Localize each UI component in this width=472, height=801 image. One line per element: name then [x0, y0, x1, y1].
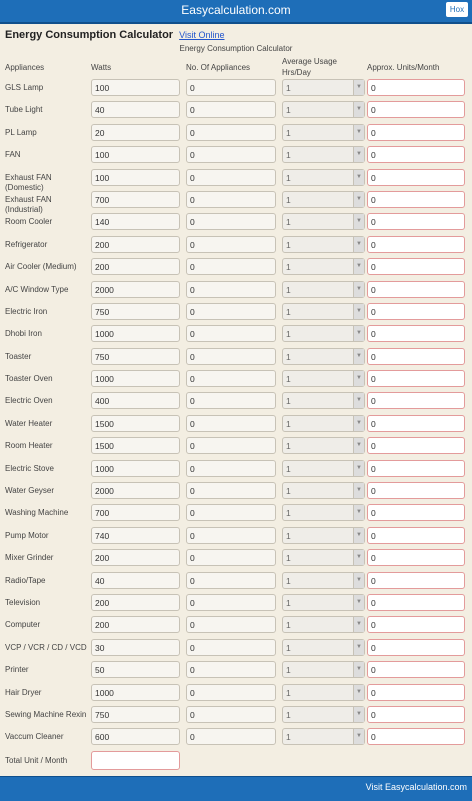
- watts-input[interactable]: 200: [91, 594, 180, 611]
- usage-hours-value: 1: [286, 575, 291, 586]
- table-row: [0, 503, 472, 525]
- watts-input[interactable]: 700: [91, 504, 180, 521]
- usage-hours-select[interactable]: [282, 101, 365, 118]
- usage-hours-value: 1: [286, 83, 291, 93]
- usage-hours-value: 1: [286, 396, 291, 407]
- appliance-name: VCP / VCR / CD / VCD: [5, 642, 87, 652]
- units-output-field[interactable]: 0: [367, 236, 465, 253]
- num-appliances-input[interactable]: 0: [186, 594, 276, 611]
- num-appliances-input[interactable]: 0: [186, 460, 276, 477]
- usage-hours-select[interactable]: [282, 504, 365, 521]
- usage-hours-select[interactable]: [282, 661, 365, 678]
- units-output-field[interactable]: 0: [367, 124, 465, 141]
- usage-hours-select[interactable]: [282, 482, 365, 499]
- footer-link[interactable]: Visit Easycalculation.com: [365, 782, 467, 792]
- usage-hours-select[interactable]: [282, 549, 365, 566]
- column-header-watts: Watts: [91, 63, 112, 72]
- chevron-down-icon[interactable]: ▼: [353, 662, 364, 677]
- appliance-table: [0, 78, 472, 750]
- units-output-field[interactable]: 0: [367, 281, 465, 298]
- total-label: Total Unit / Month: [5, 756, 68, 765]
- chevron-down-icon[interactable]: ▼: [353, 259, 364, 274]
- chevron-down-icon[interactable]: ▼: [353, 147, 364, 162]
- calculator-subtitle: Energy Consumption Calculator: [179, 44, 293, 53]
- watts-input[interactable]: 700: [91, 191, 180, 208]
- total-output-field[interactable]: [91, 751, 180, 770]
- units-output-field[interactable]: 0: [367, 482, 465, 499]
- chevron-down-icon[interactable]: ▼: [353, 304, 364, 319]
- units-output-field[interactable]: 0: [367, 527, 465, 544]
- column-header-appliances: Appliances: [5, 63, 45, 72]
- units-output-field[interactable]: 0: [367, 258, 465, 275]
- units-output-field[interactable]: 0: [367, 572, 465, 589]
- chevron-down-icon[interactable]: ▼: [353, 393, 364, 408]
- num-appliances-input[interactable]: 0: [186, 124, 276, 141]
- watts-input[interactable]: 30: [91, 639, 180, 656]
- num-appliances-input[interactable]: 0: [186, 370, 276, 387]
- chevron-down-icon[interactable]: ▼: [353, 685, 364, 700]
- appliance-name: Exhaust FAN (Industrial): [5, 194, 52, 214]
- usage-hours-value: 1: [286, 194, 291, 205]
- appliance-name: Refrigerator: [5, 239, 48, 249]
- num-appliances-input[interactable]: 0: [186, 169, 276, 186]
- usage-hours-value: 1: [286, 105, 291, 116]
- num-appliances-input[interactable]: 0: [186, 706, 276, 723]
- units-output-field[interactable]: 0: [367, 348, 465, 365]
- usage-hours-value: 1: [286, 217, 291, 228]
- usage-hours-select[interactable]: [282, 437, 365, 454]
- usage-hours-select[interactable]: [282, 79, 365, 96]
- units-output-field[interactable]: 0: [367, 79, 465, 96]
- table-row: [0, 526, 472, 548]
- usage-hours-value: 1: [286, 329, 291, 340]
- table-row: [0, 302, 472, 324]
- appliance-name: Exhaust FAN (Domestic): [5, 172, 52, 192]
- usage-hours-select[interactable]: [282, 392, 365, 409]
- appliance-name: A/C Window Type: [5, 284, 69, 294]
- usage-hours-select[interactable]: [282, 258, 365, 275]
- num-appliances-input[interactable]: 0: [186, 616, 276, 633]
- usage-hours-value: 1: [286, 441, 291, 452]
- usage-hours-value: 1: [286, 732, 291, 743]
- num-appliances-input[interactable]: 0: [186, 549, 276, 566]
- watts-input[interactable]: 2000: [91, 482, 180, 499]
- units-output-field[interactable]: 0: [367, 639, 465, 656]
- watts-input[interactable]: 1000: [91, 460, 180, 477]
- usage-hours-value: 1: [286, 172, 291, 183]
- table-row: [0, 615, 472, 637]
- column-header-usage: Average Usage Hrs/Day: [282, 57, 337, 77]
- usage-hours-select[interactable]: [282, 616, 365, 633]
- table-row: [0, 257, 472, 279]
- appliance-name: Washing Machine: [5, 508, 69, 518]
- chevron-down-icon[interactable]: ▼: [353, 371, 364, 386]
- units-output-field[interactable]: 0: [367, 213, 465, 230]
- appliance-name: GLS Lamp: [5, 83, 44, 92]
- units-output-field[interactable]: 0: [367, 706, 465, 723]
- table-row: [0, 235, 472, 257]
- watts-input[interactable]: 40: [91, 101, 180, 118]
- usage-hours-select[interactable]: [282, 370, 365, 387]
- watts-input[interactable]: 200: [91, 236, 180, 253]
- num-appliances-input[interactable]: 0: [186, 79, 276, 96]
- num-appliances-input[interactable]: 0: [186, 572, 276, 589]
- column-header-num-appliances: No. Of Appliances: [186, 63, 251, 72]
- usage-hours-value: 1: [286, 150, 291, 161]
- chevron-down-icon[interactable]: ▼: [353, 416, 364, 431]
- usage-hours-select[interactable]: [282, 639, 365, 656]
- watts-input[interactable]: 40: [91, 572, 180, 589]
- usage-hours-value: 1: [286, 351, 291, 362]
- units-output-field[interactable]: 0: [367, 146, 465, 163]
- usage-hours-value: 1: [286, 127, 291, 138]
- num-appliances-input[interactable]: 0: [186, 101, 276, 118]
- table-row: [0, 145, 472, 167]
- table-row: [0, 593, 472, 615]
- watts-input[interactable]: 750: [91, 303, 180, 320]
- num-appliances-input[interactable]: 0: [186, 213, 276, 230]
- usage-hours-select[interactable]: [282, 281, 365, 298]
- usage-hours-select[interactable]: [282, 706, 365, 723]
- units-output-field[interactable]: 0: [367, 616, 465, 633]
- num-appliances-input[interactable]: 0: [186, 639, 276, 656]
- chevron-down-icon[interactable]: ▼: [353, 505, 364, 520]
- appliance-name: Electric Stove: [5, 463, 54, 473]
- usage-hours-select[interactable]: [282, 348, 365, 365]
- usage-hours-select[interactable]: [282, 169, 365, 186]
- table-row: [0, 548, 472, 570]
- watts-input[interactable]: 750: [91, 348, 180, 365]
- units-output-field[interactable]: 0: [367, 191, 465, 208]
- usage-hours-value: 1: [286, 284, 291, 295]
- watts-input[interactable]: 200: [91, 258, 180, 275]
- num-appliances-input[interactable]: 0: [186, 392, 276, 409]
- visit-online-link[interactable]: Visit Online: [179, 30, 225, 40]
- units-output-field[interactable]: 0: [367, 549, 465, 566]
- home-button[interactable]: Hox: [446, 2, 468, 17]
- watts-input[interactable]: 600: [91, 728, 180, 745]
- units-output-field[interactable]: 0: [367, 370, 465, 387]
- watts-input[interactable]: 740: [91, 527, 180, 544]
- appliance-name: Dhobi Iron: [5, 329, 42, 339]
- chevron-down-icon[interactable]: ▼: [353, 483, 364, 498]
- chevron-down-icon[interactable]: ▼: [353, 349, 364, 364]
- num-appliances-input[interactable]: 0: [186, 348, 276, 365]
- num-appliances-input[interactable]: 0: [186, 437, 276, 454]
- usage-hours-select[interactable]: [282, 594, 365, 611]
- units-output-field[interactable]: 0: [367, 594, 465, 611]
- usage-hours-value: 1: [286, 709, 291, 720]
- usage-hours-value: 1: [286, 687, 291, 698]
- appliance-name: Pump Motor: [5, 530, 49, 540]
- units-output-field[interactable]: 0: [367, 504, 465, 521]
- footer-bar: [0, 776, 472, 801]
- table-row: [0, 683, 472, 705]
- table-row: [0, 347, 472, 369]
- chevron-down-icon[interactable]: ▼: [353, 528, 364, 543]
- watts-input[interactable]: 100: [91, 146, 180, 163]
- usage-hours-value: 1: [286, 553, 291, 564]
- chevron-down-icon[interactable]: ▼: [353, 170, 364, 185]
- appliance-name: Hair Dryer: [5, 687, 42, 697]
- appliance-name: Room Heater: [5, 441, 53, 451]
- units-output-field[interactable]: 0: [367, 684, 465, 701]
- units-output-field[interactable]: 0: [367, 303, 465, 320]
- num-appliances-input[interactable]: 0: [186, 504, 276, 521]
- chevron-down-icon[interactable]: ▼: [353, 595, 364, 610]
- table-row: [0, 436, 472, 458]
- watts-input[interactable]: 400: [91, 392, 180, 409]
- watts-input[interactable]: 1500: [91, 437, 180, 454]
- usage-hours-select[interactable]: [282, 191, 365, 208]
- usage-hours-select[interactable]: [282, 527, 365, 544]
- units-output-field[interactable]: 0: [367, 169, 465, 186]
- watts-input[interactable]: 140: [91, 213, 180, 230]
- units-output-field[interactable]: 0: [367, 101, 465, 118]
- usage-hours-value: 1: [286, 262, 291, 273]
- units-output-field[interactable]: 0: [367, 460, 465, 477]
- table-row: [0, 459, 472, 481]
- units-output-field[interactable]: 0: [367, 437, 465, 454]
- table-row: [0, 571, 472, 593]
- appliance-name: Room Cooler: [5, 217, 53, 227]
- appliance-name: Water Heater: [5, 418, 53, 428]
- appliance-name: Water Geyser: [5, 486, 55, 496]
- num-appliances-input[interactable]: 0: [186, 191, 276, 208]
- chevron-down-icon[interactable]: ▼: [353, 550, 364, 565]
- watts-input[interactable]: 1000: [91, 325, 180, 342]
- usage-hours-select[interactable]: [282, 684, 365, 701]
- chevron-down-icon[interactable]: ▼: [353, 617, 364, 632]
- usage-hours-value: 1: [286, 306, 291, 317]
- appliance-name: Air Cooler (Medium): [5, 262, 77, 272]
- chevron-down-icon[interactable]: ▼: [353, 326, 364, 341]
- appliance-name: Television: [5, 597, 41, 607]
- usage-hours-select[interactable]: [282, 303, 365, 320]
- table-row: [0, 324, 472, 346]
- usage-hours-value: 1: [286, 418, 291, 429]
- usage-hours-select[interactable]: [282, 325, 365, 342]
- watts-input[interactable]: 50: [91, 661, 180, 678]
- chevron-down-icon[interactable]: ▼: [353, 192, 364, 207]
- num-appliances-input[interactable]: 0: [186, 728, 276, 745]
- num-appliances-input[interactable]: 0: [186, 146, 276, 163]
- chevron-down-icon[interactable]: ▼: [353, 214, 364, 229]
- num-appliances-input[interactable]: 0: [186, 281, 276, 298]
- usage-hours-value: 1: [286, 508, 291, 519]
- usage-hours-select[interactable]: [282, 415, 365, 432]
- num-appliances-input[interactable]: 0: [186, 527, 276, 544]
- appliance-name: Printer: [5, 665, 29, 675]
- chevron-down-icon[interactable]: ▼: [353, 102, 364, 117]
- table-row: [0, 78, 472, 100]
- usage-hours-select[interactable]: [282, 124, 365, 141]
- appliance-name: Tube Light: [5, 105, 43, 115]
- column-header-units: Approx. Units/Month: [367, 63, 440, 72]
- page-title: [5, 29, 225, 41]
- appliance-name: Toaster Oven: [5, 374, 53, 384]
- appliance-name: Electric Iron: [5, 306, 48, 316]
- watts-input[interactable]: 1000: [91, 684, 180, 701]
- total-row: [0, 750, 472, 772]
- watts-input[interactable]: 1000: [91, 370, 180, 387]
- num-appliances-input[interactable]: 0: [186, 415, 276, 432]
- appliance-name: Sewing Machine Rexin: [5, 709, 87, 719]
- table-row: [0, 727, 472, 749]
- watts-input[interactable]: 200: [91, 616, 180, 633]
- watts-input[interactable]: 200: [91, 549, 180, 566]
- usage-hours-value: 1: [286, 463, 291, 474]
- num-appliances-input[interactable]: 0: [186, 303, 276, 320]
- table-row: [0, 369, 472, 391]
- appliance-name: FAN: [5, 150, 21, 160]
- num-appliances-input[interactable]: 0: [186, 482, 276, 499]
- usage-hours-value: 1: [286, 665, 291, 676]
- usage-hours-value: 1: [286, 597, 291, 608]
- chevron-down-icon[interactable]: ▼: [353, 125, 364, 140]
- units-output-field[interactable]: 0: [367, 415, 465, 432]
- usage-hours-select[interactable]: [282, 236, 365, 253]
- num-appliances-input[interactable]: 0: [186, 684, 276, 701]
- table-row: [0, 168, 472, 190]
- usage-hours-value: 1: [286, 620, 291, 631]
- usage-hours-select[interactable]: [282, 213, 365, 230]
- table-row: [0, 638, 472, 660]
- watts-input[interactable]: 1500: [91, 415, 180, 432]
- chevron-down-icon[interactable]: ▼: [353, 461, 364, 476]
- watts-input[interactable]: 100: [91, 79, 180, 96]
- chevron-down-icon[interactable]: ▼: [353, 237, 364, 252]
- table-row: [0, 123, 472, 145]
- appliance-name: Toaster: [5, 351, 32, 361]
- appliance-name: Radio/Tape: [5, 575, 46, 585]
- chevron-down-icon[interactable]: ▼: [353, 729, 364, 744]
- usage-hours-value: 1: [286, 642, 291, 653]
- chevron-down-icon[interactable]: ▼: [353, 80, 364, 95]
- table-row: [0, 391, 472, 413]
- usage-hours-value: 1: [286, 374, 291, 385]
- table-row: [0, 660, 472, 682]
- appliance-name: PL Lamp: [5, 127, 37, 137]
- num-appliances-input[interactable]: 0: [186, 325, 276, 342]
- usage-hours-value: 1: [286, 530, 291, 541]
- top-bar: [0, 0, 472, 24]
- chevron-down-icon[interactable]: ▼: [353, 573, 364, 588]
- chevron-down-icon[interactable]: ▼: [353, 640, 364, 655]
- table-row: [0, 100, 472, 122]
- num-appliances-input[interactable]: 0: [186, 258, 276, 275]
- units-output-field[interactable]: 0: [367, 325, 465, 342]
- table-row: [0, 212, 472, 234]
- usage-hours-select[interactable]: [282, 728, 365, 745]
- units-output-field[interactable]: 0: [367, 661, 465, 678]
- appliance-name: Vaccum Cleaner: [5, 732, 64, 742]
- table-row: [0, 280, 472, 302]
- units-output-field[interactable]: 0: [367, 728, 465, 745]
- table-row: [0, 414, 472, 436]
- appliance-name: Electric Oven: [5, 396, 53, 406]
- watts-input[interactable]: 2000: [91, 281, 180, 298]
- watts-input[interactable]: 100: [91, 169, 180, 186]
- page-title-text: Energy Consumption Calculator: [5, 29, 174, 41]
- chevron-down-icon[interactable]: ▼: [353, 438, 364, 453]
- usage-hours-select[interactable]: [282, 572, 365, 589]
- table-row: [0, 190, 472, 212]
- table-row: [0, 481, 472, 503]
- watts-input[interactable]: 20: [91, 124, 180, 141]
- appliance-name: Computer: [5, 620, 41, 630]
- appliance-name: Mixer Grinder: [5, 553, 54, 563]
- table-row: [0, 705, 472, 727]
- num-appliances-input[interactable]: 0: [186, 661, 276, 678]
- usage-hours-select[interactable]: [282, 460, 365, 477]
- site-title: Easycalculation.com: [181, 3, 291, 17]
- watts-input[interactable]: 750: [91, 706, 180, 723]
- num-appliances-input[interactable]: 0: [186, 236, 276, 253]
- usage-hours-select[interactable]: [282, 146, 365, 163]
- usage-hours-value: 1: [286, 239, 291, 250]
- chevron-down-icon[interactable]: ▼: [353, 707, 364, 722]
- chevron-down-icon[interactable]: ▼: [353, 282, 364, 297]
- usage-hours-value: 1: [286, 486, 291, 497]
- units-output-field[interactable]: 0: [367, 392, 465, 409]
